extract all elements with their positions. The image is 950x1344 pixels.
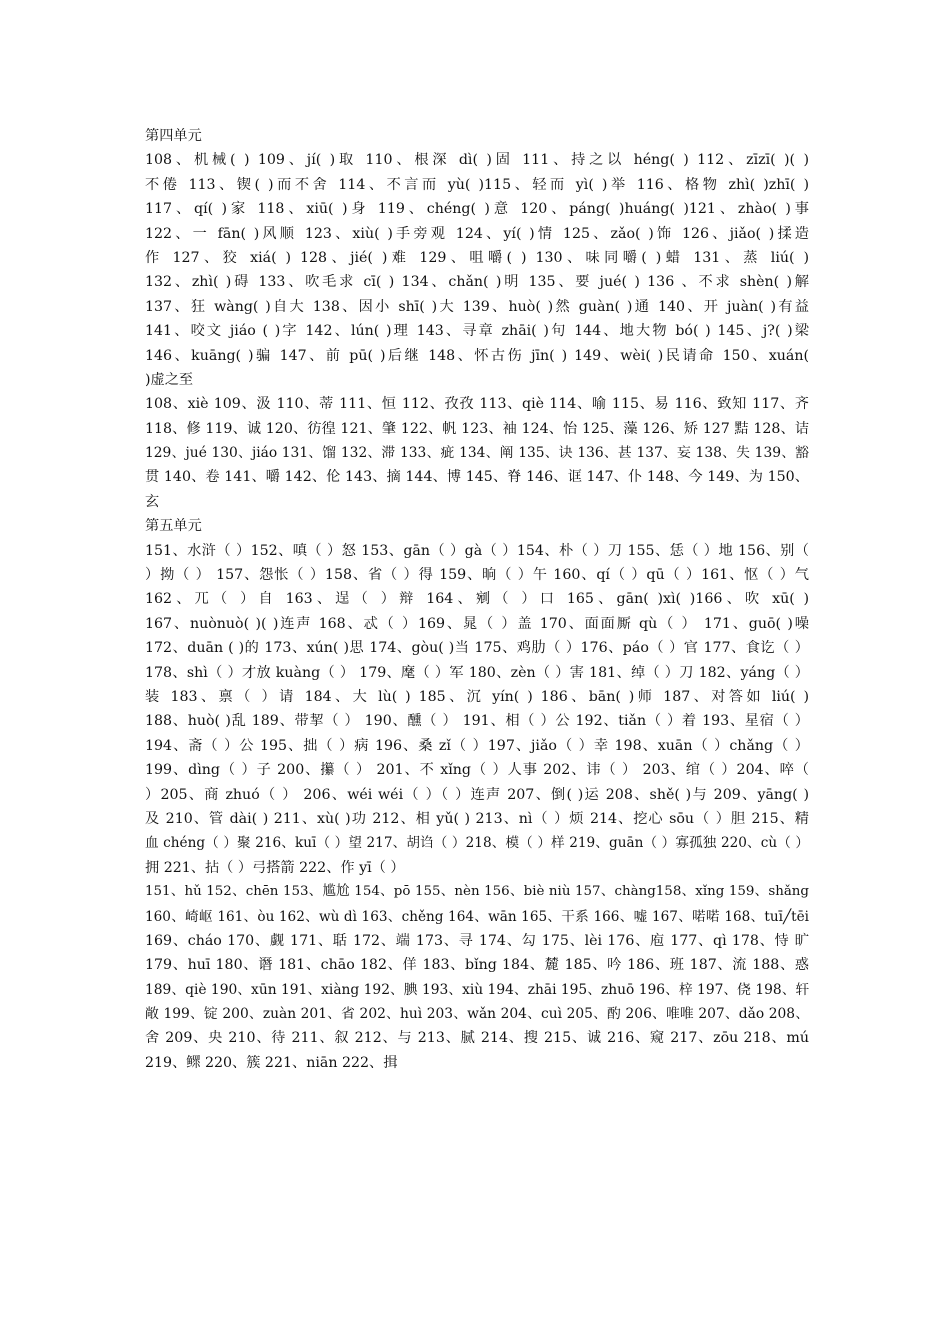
unit5-questions: [145, 539, 809, 880]
question-line: 199、dìng（ ）子 200、攥（ ） 201、不 xǐng（ ）人事 202、讳（ ） 203、绾（ ）204、啐（: [145, 762, 809, 779]
question-line: 122、一 fān( )风顺 123、xiù( )手旁观 124、yí( )情 125、zǎo( )饰 126、jiǎo( )揉造: [145, 225, 809, 242]
answer-line: 179、huī 180、谮 181、chāo 182、佯 183、bǐng 184、麓 185、吟 186、班 187、流 188、惑: [145, 957, 809, 974]
unit4-heading: 第四单元: [145, 128, 202, 144]
document-page: [145, 124, 809, 1075]
question-line: 141、咬文 jiáo ( )字 142、lún( )理 143、寻章 zhāi( )句 144、地大物 bó( ) 145、j?( )梁: [145, 323, 809, 340]
question-line: 188、huò( )乱 189、带挈（ ） 190、醺（ ） 191、相（ ）公 192、tiǎn（ ）着 193、星宿（ ）: [145, 713, 809, 730]
question-line: 不倦 113、锲( )而不舍 114、不言而 yù( )115、轻而 yì( )举 116、格物 zhì( )zhī( ): [145, 176, 809, 193]
answer-line: 贯 140、卷 141、嚼 142、伦 143、摘 144、博 145、脊 146、诓 147、仆 148、今 149、为 150、: [145, 469, 809, 486]
answer-line: 189、qiè 190、xūn 191、xiàng 192、腆 193、xiù 194、zhāi 195、zhuō 196、梓 197、侥 198、轩: [145, 981, 809, 998]
answer-line: 108、xiè 109、汲 110、蒂 111、恒 112、孜孜 113、qiè 114、喻 115、易 116、致知 117、齐: [145, 396, 809, 413]
unit5-heading: 第五单元: [145, 518, 202, 535]
unit5-answers: [145, 880, 809, 1075]
question-line: 146、kuāng( )骗 147、前 pū( )后继 148、怀古伤 jīn( ) 149、wèi( )民请命 150、xuán(: [145, 347, 809, 364]
question-line: 装 183、禀（ ）请 184、大 lù( ) 185、沉 yín( ) 186、bān( )师 187、对答如 liú( ): [145, 688, 809, 705]
question-line: 151、水浒（ ）152、嗔（ ）怒 153、gān（ ）gà（ ）154、朴（ ）刀 155、恁（ ）地 156、别（: [145, 542, 809, 559]
question-line: 162、兀（ ）自 163、逞（ ）辩 164、剜（ ）口 165、gān( )xì( )166、吹 xū( ): [145, 591, 809, 608]
answer-line: 118、修 119、诚 120、彷徨 121、肇 122、帆 123、袖 124、怡 125、藻 126、矫 127 黠 128、诘: [145, 420, 809, 437]
question-line: ）拗（ ） 157、怨怅（ ）158、省（ ）得 159、晌（ ）午 160、qí（ ）qū（ ）161、怄（ ）气: [145, 567, 809, 584]
question-line: 117、qí( )家 118、xiū( )身 119、chéng( )意 120、páng( )huáng( )121、zhào( )事: [145, 201, 809, 218]
question-line: )虚之至: [145, 371, 194, 388]
question-line: ）205、商 zhuó（ ） 206、wéi wéi（ ）（ ）连声 207、倒( )运 208、shě( )与 209、yāng( ): [145, 786, 809, 803]
question-line: 拥 221、拈（ ）弓搭箭 222、作 yī（ ）: [145, 859, 405, 876]
question-line: 血 chéng（ ）聚 216、kuī（ ）望 217、胡诌（ ）218、模（ ）样 219、guān（ ）寡孤独 220、cù（ ）: [145, 835, 809, 852]
question-line: 178、shì（ ）才放 kuàng（ ） 179、麾（ ）军 180、zèn（ ）害 181、绰（ ）刀 182、yáng（ ）: [145, 664, 809, 681]
answer-line: 169、cháo 170、觑 171、聒 172、端 173、寻 174、勾 175、lèi 176、庖 177、qì 178、恃 旷: [145, 932, 809, 949]
question-line: 137、狂 wàng( )自大 138、因小 shī( )大 139、huò( )然 guàn( )通 140、开 juàn( )有益: [145, 298, 809, 315]
answer-line: 舍 209、央 210、待 211、叙 212、与 213、腻 214、搜 215、诚 216、窥 217、zōu 218、mú: [145, 1030, 809, 1047]
question-line: 及 210、管 dài( ) 211、xù( )功 212、相 yǔ( ) 213、nì（ ）烦 214、挖心 sōu（ ）胆 215、精: [145, 810, 809, 827]
unit4-answers: [145, 392, 809, 514]
answer-line: 219、鳏 220、簇 221、niān 222、揖: [145, 1054, 398, 1071]
question-line: 作 127、狡 xiá( ) 128、jié( )难 129、咀嚼( ) 130、味同嚼( )蜡 131、蒸 liú( ): [145, 249, 809, 266]
question-line: 194、斋（ ）公 195、拙（ ）病 196、桑 zǐ（ ）197、jiǎo（ ）幸 198、xuān（ ）chǎng（ ）: [145, 737, 809, 754]
answer-line: 敞 199、锭 200、zuàn 201、省 202、huì 203、wǎn 204、cuì 205、酌 206、唯唯 207、dǎo 208、: [145, 1006, 809, 1023]
question-line: 108、机械( ) 109、jí( )取 110、根深 dì( )固 111、持之以 héng( ) 112、zīzī( )( ): [145, 152, 809, 169]
answer-line: 129、jué 130、jiáo 131、馏 132、滞 133、疵 134、阐 135、诀 136、甚 137、妄 138、失 139、豁: [145, 445, 809, 462]
question-line: 132、zhì( )碍 133、吹毛求 cī( ) 134、chǎn( )明 135、要 jué( ) 136 、不求 shèn( )解: [145, 274, 809, 291]
answer-line: 151、hǔ 152、chēn 153、尴尬 154、pō 155、nèn 156、biè niù 157、chàng158、xǐng 159、shǎng: [145, 884, 809, 900]
answer-line: 160、崎岖 161、òu 162、wù dì 163、chěng 164、wān 165、干系 166、嘘 167、喏喏 168、tuī╱tēi: [145, 908, 809, 925]
answer-line: 玄: [145, 493, 160, 510]
question-line: 172、duān ( )的 173、xún( )思 174、gòu( )当 175、鸡肋（ ）176、páo（ ）官 177、食讫（ ）: [145, 640, 809, 657]
question-line: 167、nuònuò( )( )连声 168、忒（ ）169、晁（ ）盖 170、面面厮 qù（ ） 171、guō( )噪: [145, 615, 809, 632]
unit4-questions: [145, 148, 809, 392]
